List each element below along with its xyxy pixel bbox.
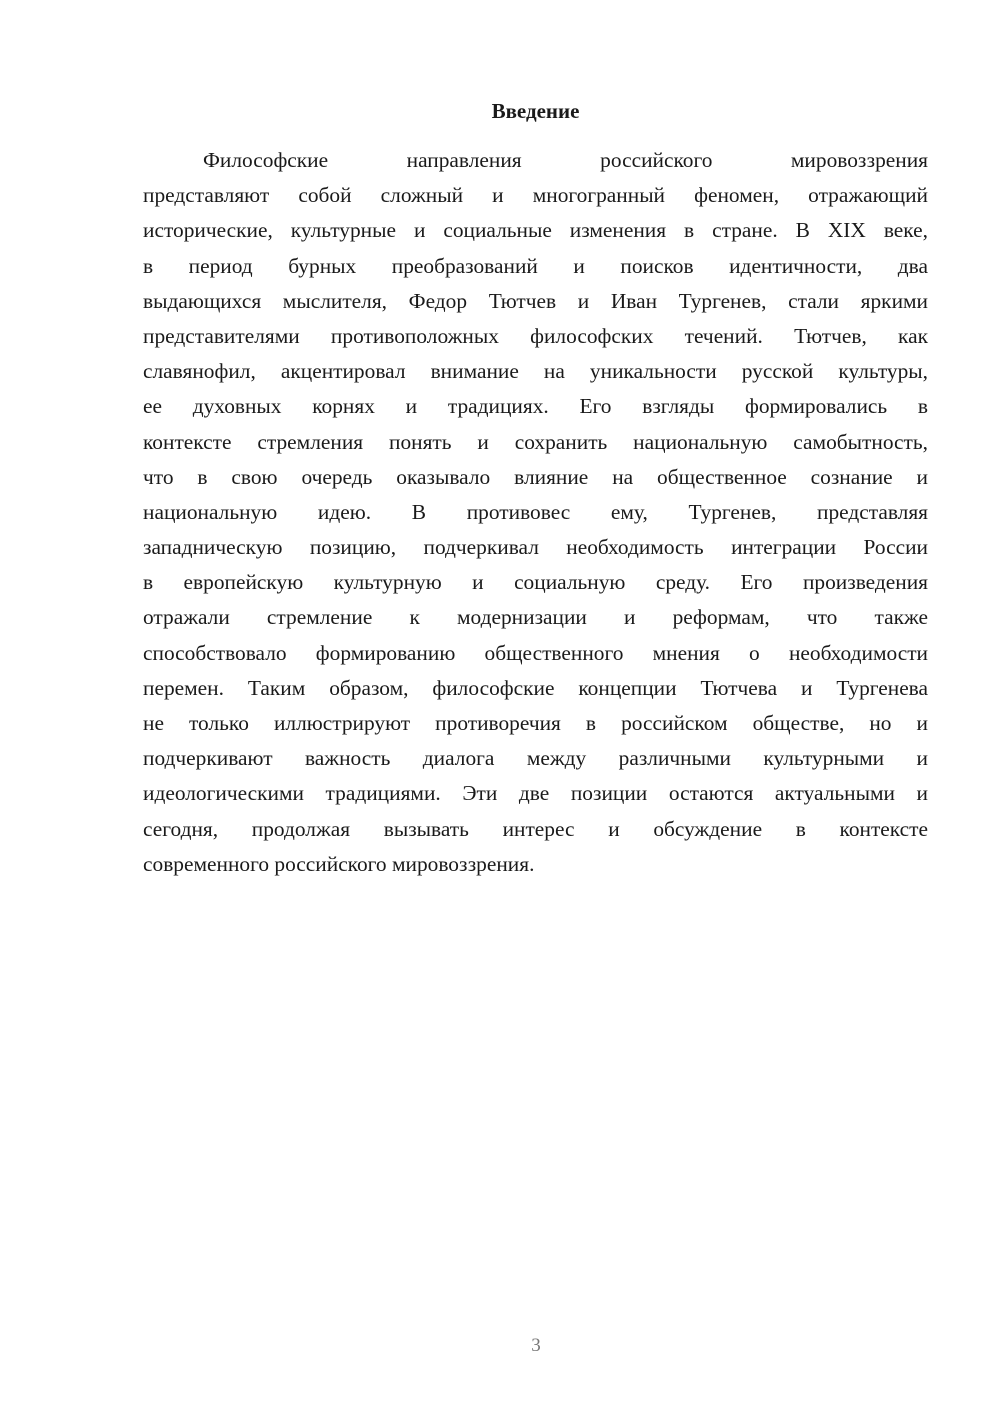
paragraph-line: славянофил, акцентировал внимание на уникальности русской культуры, (143, 359, 928, 384)
section-heading: Введение (491, 99, 580, 123)
paragraph-line: способствовало формированию общественного мнения о необходимости (143, 640, 928, 665)
paragraph-line: контексте стремления понять и сохранить национальную самобытность, (143, 429, 928, 454)
paragraph-line: что в свою очередь оказывало влияние на общественное сознание и (143, 464, 928, 489)
paragraph-line: исторические, культурные и социальные изменения в стране. В XIX веке, (143, 218, 928, 243)
paragraph-line: современного российского мировоззрения. (143, 851, 535, 876)
paragraph-line: Философские направления российского мировоззрения (203, 148, 928, 172)
paragraph-line: не только иллюстрируют противоречия в российском обществе, но и (143, 711, 928, 735)
paragraph-line: сегодня, продолжая вызывать интерес и обсуждение в контексте (143, 816, 928, 841)
page-number: 3 (531, 1335, 541, 1356)
paragraph-line: в европейскую культурную и социальную среду. Его произведения (143, 570, 928, 595)
paragraph-line: выдающихся мыслителя, Федор Тютчев и Иван Тургенев, стали яркими (143, 288, 928, 313)
paragraph-line: подчеркивают важность диалога между различными культурными и (143, 746, 928, 771)
paragraph-line: национальную идею. В противовес ему, Тургенев, представляя (143, 499, 928, 524)
paragraph-line: в период бурных преобразований и поисков идентичности, два (143, 253, 928, 278)
paragraph-line: перемен. Таким образом, философские концепции Тютчева и Тургенева (143, 675, 928, 700)
paragraph-line: представляют собой сложный и многогранный феномен, отражающий (143, 183, 928, 208)
paragraph-line: западническую позицию, подчеркивал необходимость интеграции России (143, 535, 928, 560)
paragraph-line: представителями противоположных философских течений. Тютчев, как (143, 323, 928, 348)
paragraph-line: отражали стремление к модернизации и реформам, что также (143, 605, 928, 630)
introduction-paragraph (143, 143, 928, 882)
paragraph-line: идеологическими традициями. Эти две позиции остаются актуальными и (143, 781, 928, 806)
paragraph-line: ее духовных корнях и традициях. Его взгляды формировались в (143, 394, 928, 419)
